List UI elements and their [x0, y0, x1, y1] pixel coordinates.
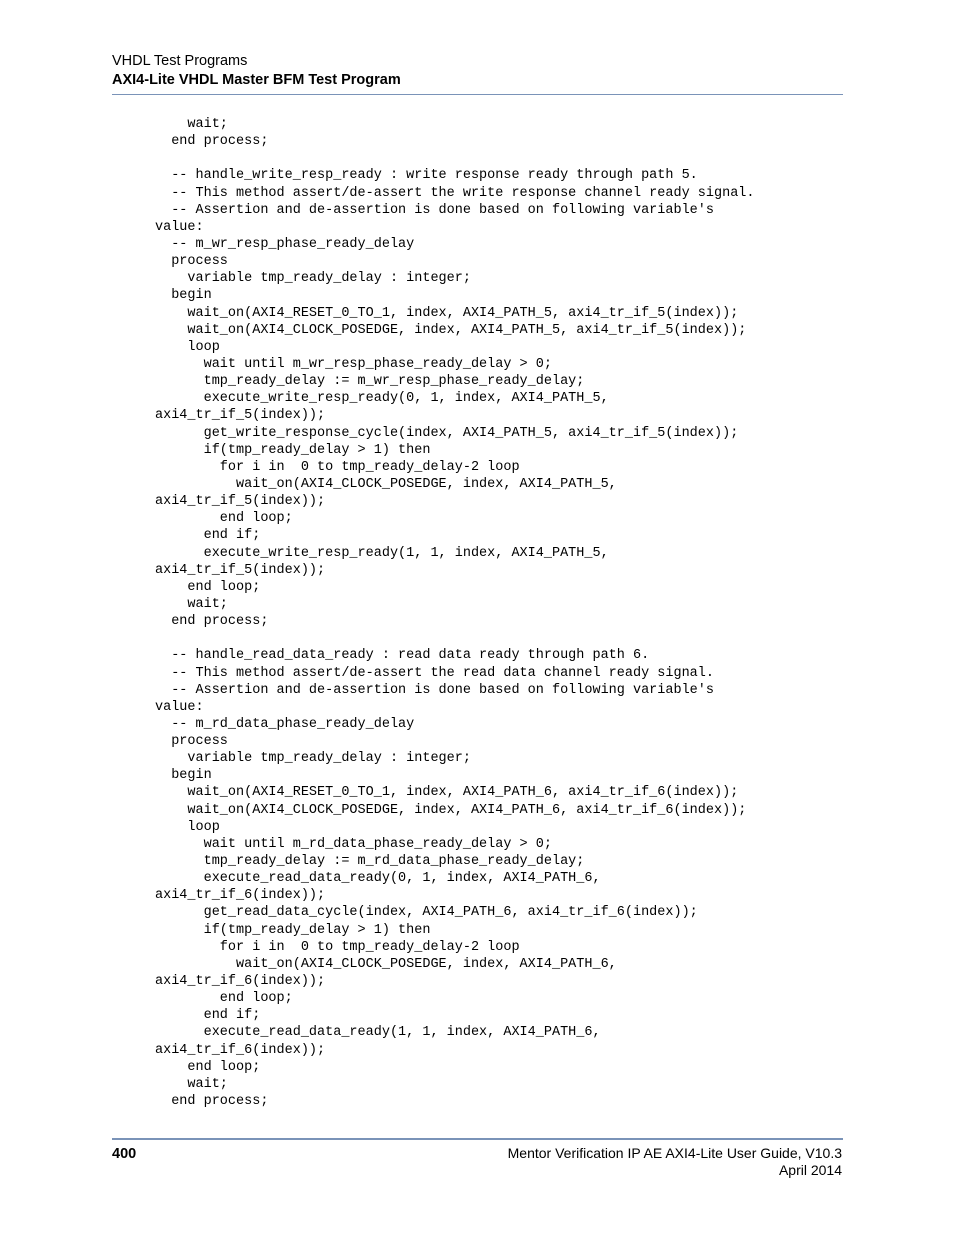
footer-doc-info [508, 1145, 842, 1179]
code-line: wait_on(AXI4_CLOCK_POSEDGE, index, AXI4_PATH_6, [155, 956, 617, 972]
code-line: -- handle_write_resp_ready : write response ready through path 5. [155, 168, 698, 184]
code-line: begin [155, 288, 212, 304]
code-line: value: [155, 219, 204, 235]
code-line: get_read_data_cycle(index, AXI4_PATH_6, axi4_tr_if_6(index)); [155, 905, 698, 921]
code-line: -- m_wr_resp_phase_ready_delay [155, 236, 415, 252]
code-line: for i in 0 to tmp_ready_delay-2 loop [155, 939, 520, 955]
code-line: axi4_tr_if_6(index)); [155, 974, 326, 990]
code-line: axi4_tr_if_6(index)); [155, 1042, 326, 1058]
code-line: execute_write_resp_ready(1, 1, index, AXI4_PATH_5, [155, 545, 609, 561]
code-line: axi4_tr_if_5(index)); [155, 562, 326, 578]
code-line: -- Assertion and de-assertion is done based on following variable's [155, 202, 714, 218]
header-page-title: AXI4-Lite VHDL Master BFM Test Program [112, 72, 401, 88]
code-line [155, 630, 845, 647]
code-line: axi4_tr_if_5(index)); [155, 408, 326, 424]
code-line: -- Assertion and de-assertion is done based on following variable's [155, 682, 714, 698]
code-line: end if; [155, 528, 261, 544]
code-line: wait_on(AXI4_RESET_0_TO_1, index, AXI4_PATH_6, axi4_tr_if_6(index)); [155, 785, 739, 801]
code-line: wait; [155, 596, 228, 612]
code-line: end if; [155, 1008, 261, 1024]
code-line: execute_read_data_ready(1, 1, index, AXI4_PATH_6, [155, 1025, 601, 1041]
code-line: end loop; [155, 1059, 261, 1075]
code-line: end loop; [155, 579, 261, 595]
code-listing [155, 116, 845, 1110]
page-number: 400 [112, 1146, 137, 1162]
code-line: for i in 0 to tmp_ready_delay-2 loop [155, 459, 520, 475]
code-line: end loop; [155, 991, 293, 1007]
code-line: -- m_rd_data_phase_ready_delay [155, 716, 415, 732]
code-line [155, 150, 845, 167]
code-line: wait_on(AXI4_RESET_0_TO_1, index, AXI4_PATH_5, axi4_tr_if_5(index)); [155, 305, 739, 321]
code-line: loop [155, 819, 220, 835]
code-line: process [155, 734, 228, 750]
code-line: wait until m_rd_data_phase_ready_delay > 0; [155, 836, 552, 852]
code-line: begin [155, 768, 212, 784]
code-line: wait_on(AXI4_CLOCK_POSEDGE, index, AXI4_PATH_6, axi4_tr_if_6(index)); [155, 802, 747, 818]
code-line: -- handle_read_data_ready : read data ready through path 6. [155, 648, 650, 664]
code-line: wait_on(AXI4_CLOCK_POSEDGE, index, AXI4_PATH_5, axi4_tr_if_5(index)); [155, 322, 747, 338]
code-line: wait_on(AXI4_CLOCK_POSEDGE, index, AXI4_PATH_5, [155, 476, 617, 492]
code-line: wait; [155, 117, 228, 132]
code-line: wait until m_wr_resp_phase_ready_delay > 0; [155, 356, 552, 372]
code-line: axi4_tr_if_6(index)); [155, 888, 326, 904]
code-line: wait; [155, 1076, 228, 1092]
code-line: axi4_tr_if_5(index)); [155, 494, 326, 510]
code-line: end process; [155, 614, 269, 630]
code-line: if(tmp_ready_delay > 1) then [155, 922, 431, 938]
code-line: variable tmp_ready_delay : integer; [155, 271, 471, 287]
code-line: end process; [155, 1094, 269, 1110]
code-line: get_write_response_cycle(index, AXI4_PATH_5, axi4_tr_if_5(index)); [155, 425, 739, 441]
page-header [112, 52, 843, 89]
code-line: execute_write_resp_ready(0, 1, index, AXI4_PATH_5, [155, 391, 609, 407]
code-line: variable tmp_ready_delay : integer; [155, 751, 471, 767]
code-line: tmp_ready_delay := m_wr_resp_phase_ready_delay; [155, 374, 585, 390]
footer-date: April 2014 [778, 1162, 842, 1178]
code-line: if(tmp_ready_delay > 1) then [155, 442, 431, 458]
code-line: tmp_ready_delay := m_rd_data_phase_ready_delay; [155, 854, 585, 870]
code-line: value: [155, 699, 204, 715]
header-section-name: VHDL Test Programs [112, 53, 248, 69]
footer-divider [112, 1138, 843, 1140]
code-line: -- This method assert/de-assert the write response channel ready signal. [155, 185, 755, 201]
code-line: loop [155, 339, 220, 355]
header-divider [112, 94, 843, 95]
code-line: process [155, 254, 228, 270]
code-line: end process; [155, 134, 269, 150]
code-line: end loop; [155, 511, 293, 527]
code-line: execute_read_data_ready(0, 1, index, AXI4_PATH_6, [155, 871, 601, 887]
code-line: -- This method assert/de-assert the read data channel ready signal. [155, 665, 714, 681]
footer-doc-title: Mentor Verification IP AE AXI4-Lite User Guide, V10.3 [507, 1145, 842, 1161]
